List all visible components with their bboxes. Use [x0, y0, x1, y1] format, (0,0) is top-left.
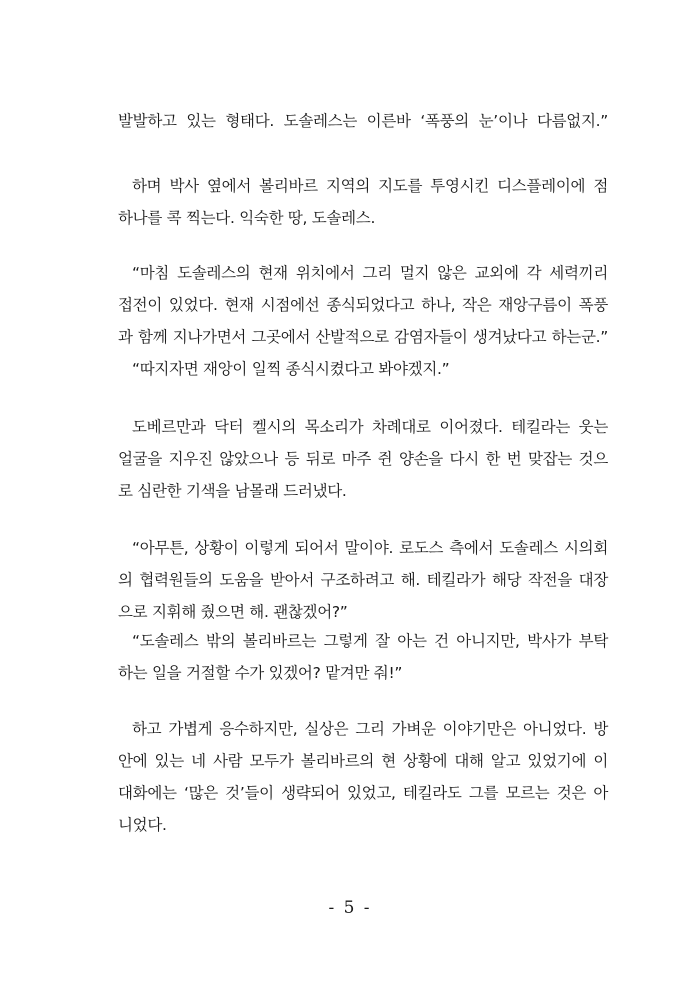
text-line: 얼굴을 지우진 않았으나 등 뒤로 마주 쥔 양손을 다시 한 번 맞잡는 것으	[118, 450, 608, 468]
text-line: 로 심란한 기색을 남몰래 드러냈다.	[118, 482, 347, 500]
text-line: 대화에는 ‘많은 것’들이 생략되어 있었고, 테킬라도 그를 모르는 것은 아	[118, 784, 608, 802]
text-line: 하고 가볍게 응수하지만, 실상은 그리 가벼운 이야기만은 아니었다. 방	[132, 720, 608, 738]
text-line: “마침 도솔레스의 현재 위치에서 그리 멀지 않은 교외에 각 세력끼리	[132, 264, 608, 282]
text-line: 의 협력원들의 도움을 받아서 구조하려고 해. 테킬라가 해당 작전을 대장	[118, 571, 608, 589]
text-line: “아무튼, 상황이 이렇게 되어서 말이야. 로도스 측에서 도솔레스 시의회	[132, 539, 608, 557]
text-line: 발발하고 있는 형태다. 도솔레스는 이른바 ‘폭풍의 눈’이나 다름없지.”	[118, 112, 608, 130]
text-line: 도베르만과 닥터 켈시의 목소리가 차례대로 이어졌다. 테킬라는 웃는	[132, 418, 608, 436]
page-number: - 5 -	[328, 898, 372, 918]
text-line: “따지자면 재앙이 일찍 종식시켰다고 봐야겠지.”	[132, 360, 450, 378]
text-line: 접전이 있었다. 현재 시점에선 종식되었다고 하나, 작은 재앙구름이 폭풍	[118, 296, 608, 314]
text-line: 안에 있는 네 사람 모두가 볼리바르의 현 상황에 대해 알고 있었기에 이	[118, 752, 608, 770]
text-line: 하며 박사 옆에서 볼리바르 지역의 지도를 투영시킨 디스플레이에 점	[132, 177, 608, 195]
text-line: 니었다.	[118, 816, 167, 834]
text-line: 하나를 콕 찍는다. 익숙한 땅, 도솔레스.	[118, 209, 376, 227]
text-line: “도솔레스 밖의 볼리바르는 그렇게 잘 아는 건 아니지만, 박사가 부탁	[132, 632, 608, 650]
text-line: 으로 지휘해 줬으면 해. 괜찮겠어?”	[118, 603, 348, 621]
text-line: 과 함께 지나가면서 그곳에서 산발적으로 감염자들이 생겨났다고 하는군.”	[118, 328, 608, 346]
text-line: 하는 일을 거절할 수가 있겠어? 맡겨만 줘!”	[118, 664, 403, 682]
